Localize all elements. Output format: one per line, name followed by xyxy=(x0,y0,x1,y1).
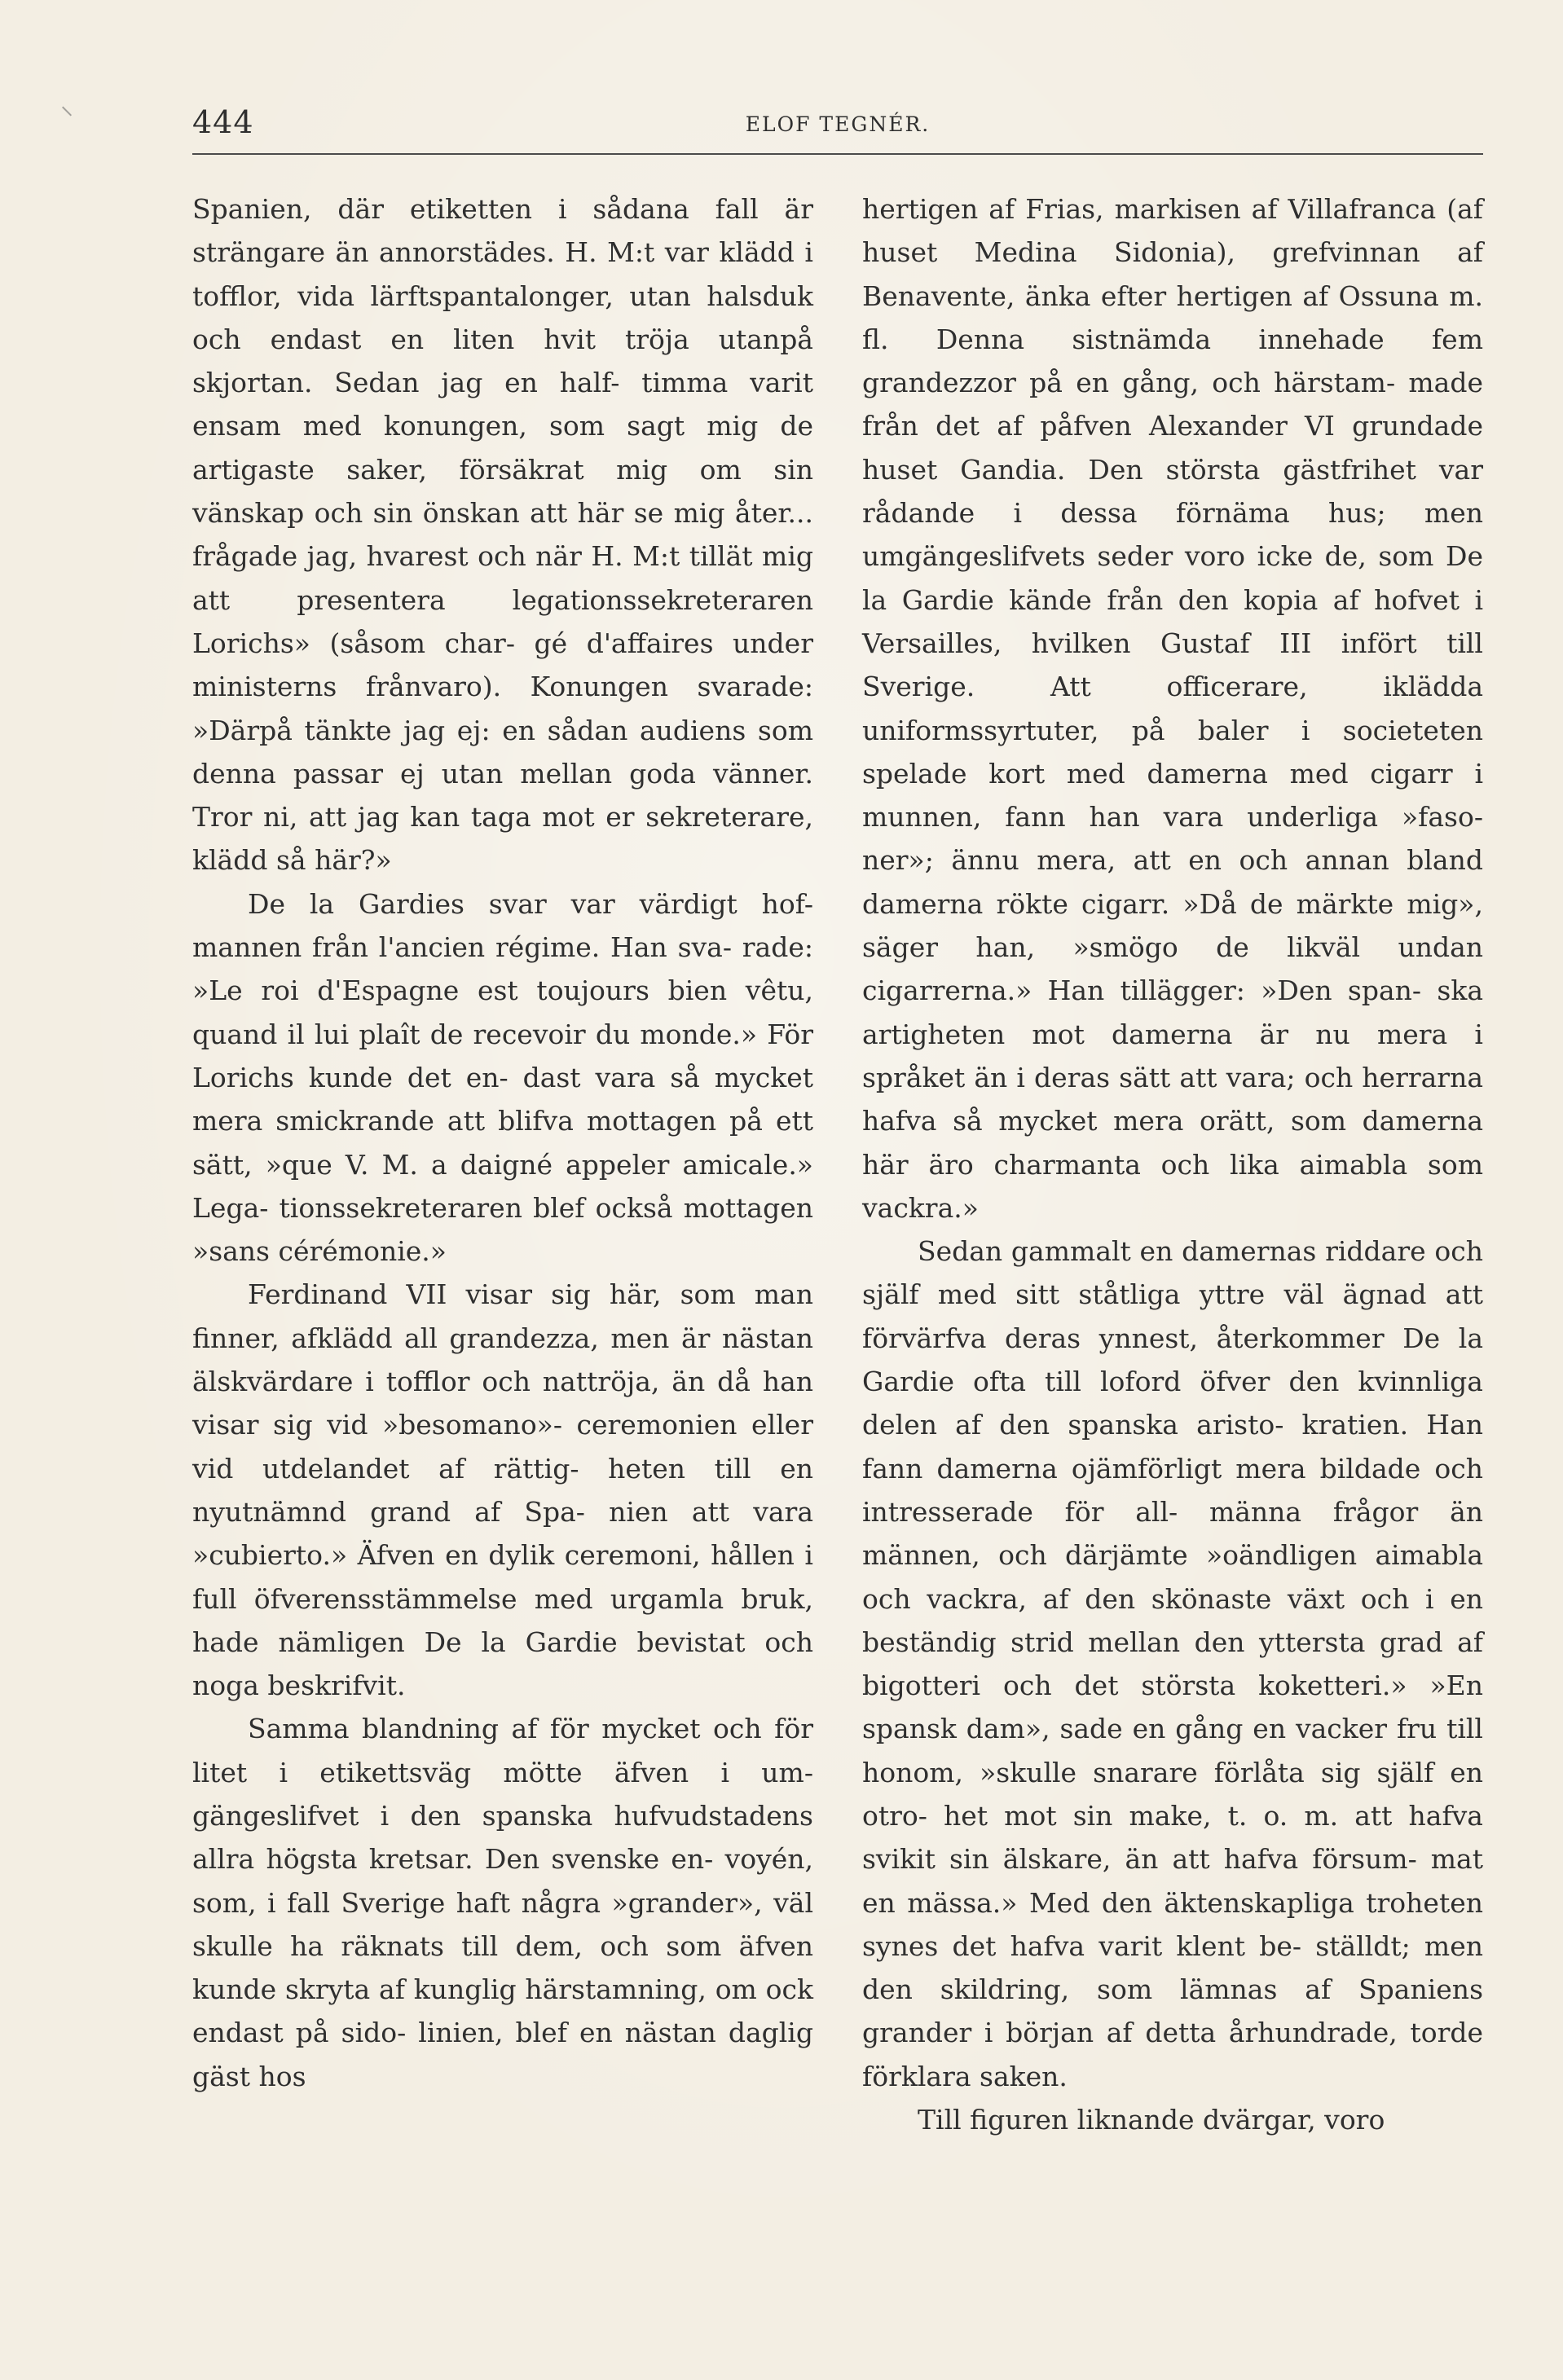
left-paragraph-2: De la Gardies svar var värdigt hof- mannen från l'ancien régime. Han sva- rade: »Le roi d'Espagne est toujours bien vêtu, quand il lui plaît de recevoir du monde.» För Lorichs kunde det en- dast vara så mycket mera smickrande att blifva mottagen på ett sätt, »que V. M. a daigné appeler amicale.» Lega- tionssekreteraren blef också mottagen »sans cérémonie.» xyxy=(192,887,813,1268)
header-rule xyxy=(192,153,1483,155)
running-head: ELOF TEGNÉR. xyxy=(745,112,931,136)
left-paragraph-1: Spanien, där etiketten i sådana fall är strängare än annorstädes. H. M:t var klädd i tofflor, vida lärftspantalonger, utan halsduk och endast en liten hvit tröja utanpå skjortan. Sedan jag en half- timma varit ensam med konungen, som sagt mig de artigaste saker, försäkrat mig om sin vänskap och sin önskan att här se mig åter... frågade jag, hvarest och när H. M:t tillät mig att presentera legationssekreteraren Lorichs» (såsom char- gé d'affaires under ministerns frånvaro). Konungen svarade: »Därpå tänkte jag ej: en sådan audiens som denna passar ej utan mellan goda vänner. Tror ni, att jag kan taga mot er sekreterare, klädd så här?» xyxy=(192,193,813,877)
right-paragraph-1: hertigen af Frias, markisen af Villafranca (af huset Medina Sidonia), grefvinnan af Benavente, änka efter hertigen af Ossuna m. fl. Denna sistnämda innehade fem grandezzor på en gång, och härstam- made från det af påfven Alexander VI grundade huset Gandia. Den största gästfrihet var rådande i dessa förnäma hus; men umgängeslifvets seder voro icke de, som De la Gardie kände från den kopia af hofvet i Versailles, hvilken Gustaf III infört till Sverige. Att officerare, iklädda uniformssyrtuter, på baler i societeten spelade kort med damerna med cigarr i munnen, fann han vara underliga »faso- ner»; ännu mera, att en och annan bland damerna rökte cigarr. »Då de märkte mig», säger han, »smögo de likväl undan cigarrerna.» Han tillägger: »Den span- ska artigheten mot damerna är nu mera i språket än i deras sätt att vara; och herrarna hafva så mycket mera orätt, som damerna här äro charmanta och lika aimabla som vackra.» xyxy=(862,193,1483,1224)
right-paragraph-2: Sedan gammalt en damernas riddare och själf med sitt ståtliga yttre väl ägnad att förvärfva deras ynnest, återkommer De la Gardie ofta till loford öfver den kvinnliga delen af den spanska aristo- kratien. Han fann damerna ojämförligt mera bildade och intresserade för all- männa frågor än männen, och därjämte »oändligen aimabla och vackra, af den skönaste växt och i en beständig strid mellan den yttersta grad af bigotteri och det största koketteri.» »En spansk dam», sade en gång en vacker fru till honom, »skulle snarare förlåta sig själf en otro- het mot sin make, t. o. m. att hafva svikit sin älskare, än att hafva försum- mat en mässa.» Med den äktenskapliga troheten synes det hafva varit klent be- ställdt; men den skildring, som lämnas af Spaniens grander i början af detta århundrade, torde förklara saken. xyxy=(862,1235,1483,2092)
left-column xyxy=(192,187,813,2224)
right-column xyxy=(862,187,1483,2224)
left-paragraph-4: Samma blandning af för mycket och för litet i etikettsväg mötte äfven i um- gängeslifvet i den spanska hufvudstadens allra högsta kretsar. Den svenske en- voyén, som, i fall Sverige haft några »grander», väl skulle ha räknats till dem, och som äfven kunde skryta af kunglig härstamning, om ock endast på sido- linien, blef en nästan daglig gäst hos xyxy=(192,1713,813,2092)
stray-ink-mark xyxy=(62,106,72,116)
left-paragraph-3: Ferdinand VII visar sig här, som man finner, afklädd all grandezza, men är nästan älskvärdare i tofflor och nattröja, än då han visar sig vid »besomano»- ceremonien eller vid utdelandet af rättig- heten till en nyutnämnd grand af Spa- nien att vara »cubierto.» Äfven en dylik ceremoni, hållen i full öfverensstämmelse med urgamla bruk, hade nämligen De la Gardie bevistat och noga beskrifvit. xyxy=(192,1278,813,1702)
right-paragraph-3: Till figuren liknande dvärgar, voro xyxy=(918,2104,1385,2136)
page-number: 444 xyxy=(192,104,254,140)
page-header xyxy=(192,98,1483,147)
text-columns xyxy=(192,187,1483,2224)
